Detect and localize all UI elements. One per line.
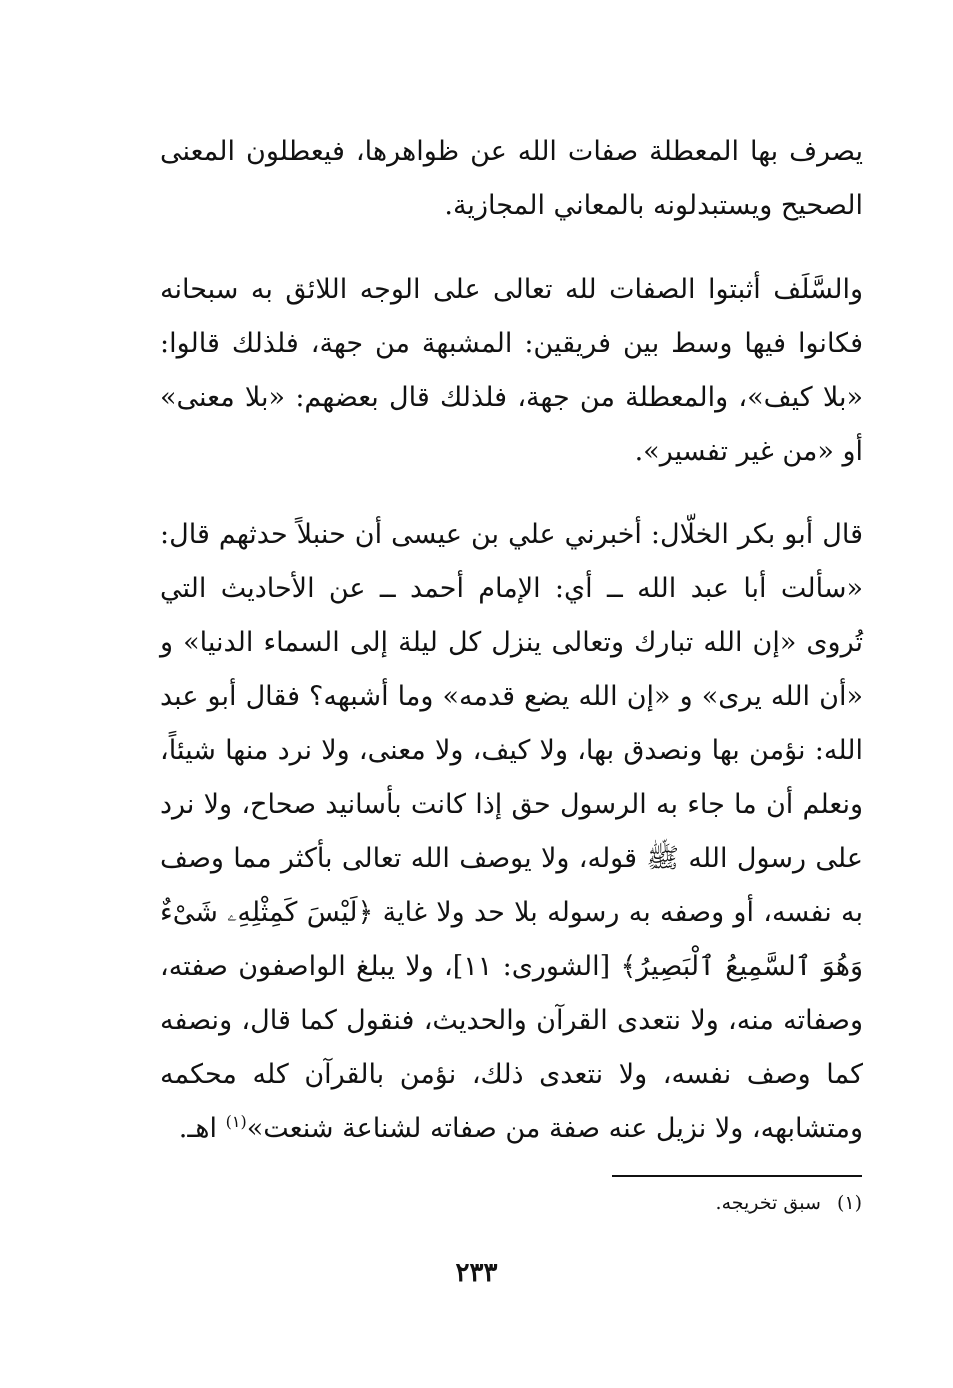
page-number: ٢٣٣ — [455, 1258, 498, 1288]
footnote-number: (١) — [836, 1192, 862, 1214]
footnote — [500, 1188, 862, 1218]
footnote-divider — [612, 1175, 862, 1177]
paragraph-khallal-narration — [160, 508, 863, 1156]
paragraph-salaf: والسَّلَف أثبتوا الصفات لله تعالى على الوجه اللائق به سبحانه فكانوا فيها وسط بين فريقين: المشبهة من جهة، فلذلك قالوا: «بلا كيف»، والمعطلة من جهة، فلذلك قال بعضهم: «بلا معنى» أو «من غير تفسير». — [160, 274, 863, 467]
narration-text: قال أبو بكر الخلّال: أخبرني علي بن عيسى أن حنبلاً حدثهم قال: «سألت أبا عبد الله ــ أي: الإمام أحمد ــ عن الأحاديث التي تُروى «إن الله تبارك وتعالى ينزل كل ليلة إلى السماء الدنيا» و «أن الله يرى» و «إن الله يضع قدمه» وما أشبهه؟ فقال أبو عبد الله: نؤمن بها ونصدق بها، ولا كيف، ولا معنى، ولا نرد منها شيئاً، ونعلم أن ما جاء به الرسول حق إذا كانت بأسانيد صحاح، ولا نرد على رسول الله ﷺ قوله، ولا يوصف الله تعالى بأكثر مما وصف به نفسه، أو وصفه به رسوله بلا حد ولا غاية ﴿لَيْسَ كَمِثْلِهِۦ شَىْءٌ وَهُوَ ٱلسَّمِيعُ ٱلْبَصِيرُ﴾ [الشورى: ١١]، ولا يبلغ الواصفون صفته، وصفاته منه، ولا نتعدى القرآن والحديث، فنقول كما قال، ونصفه كما وصف نفسه، ولا نتعدى ذلك، نؤمن بالقرآن كله محكمه ومتشابهه، ولا نزيل عنه صفة من صفاته لشناعة شنعت» — [160, 519, 864, 1144]
footnote-reference[interactable]: (١) — [225, 1112, 247, 1131]
footnote-text: سبق تخريجه. — [715, 1192, 821, 1214]
paragraph-ending: اهـ. — [178, 1113, 226, 1144]
paragraph-continuation: يصرف بها المعطلة صفات الله عن ظواهرها، فيعطلون المعنى الصحيح ويستبدلونه بالمعاني المجازية. — [160, 136, 863, 221]
